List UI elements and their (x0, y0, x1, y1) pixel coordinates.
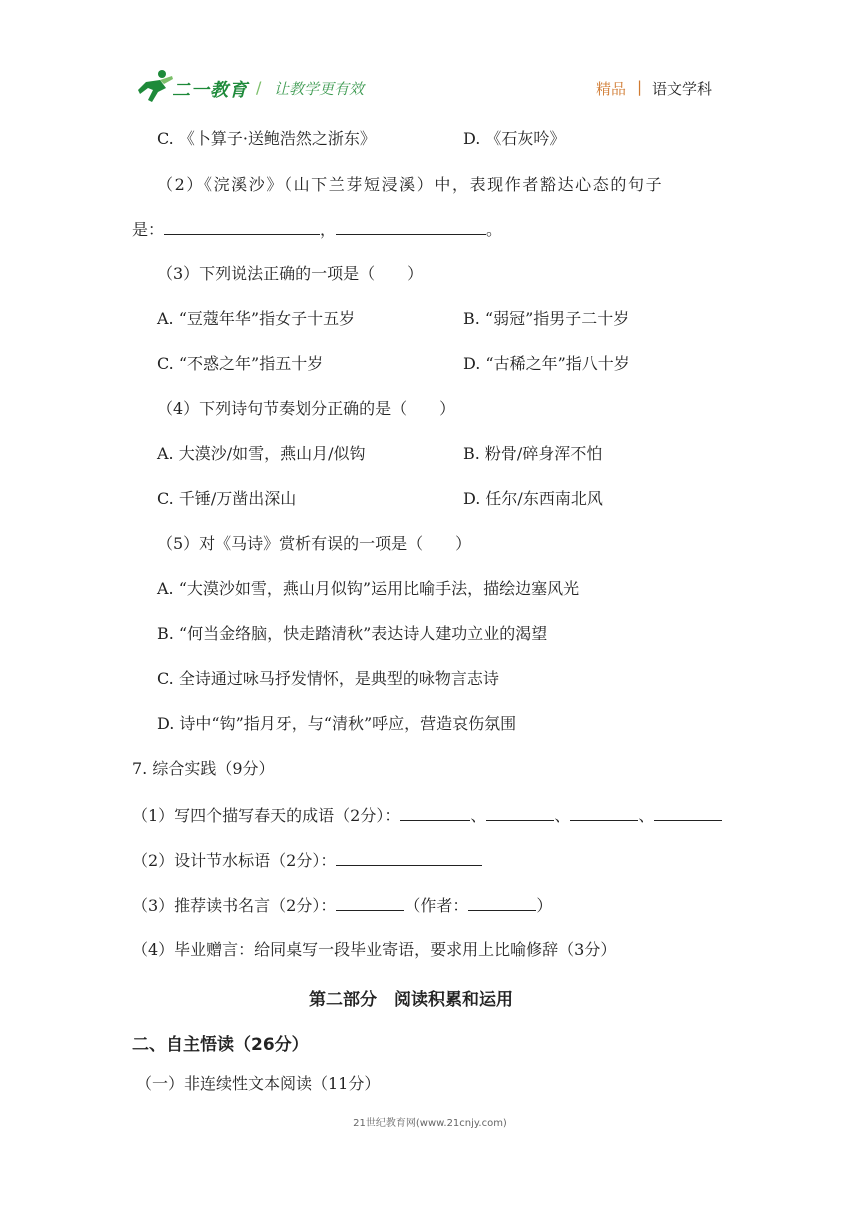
page-header (0, 0, 860, 110)
q6-2-answer-line (132, 218, 502, 241)
q6-2-end: 。 (486, 220, 503, 239)
q7-4-stem: （4）毕业赠言：给同桌写一段毕业寄语，要求用上比喻修辞（3分） (132, 940, 617, 959)
part2-title: 第二部分 阅读积累和运用 (309, 990, 513, 1010)
subject-tag: 语文学科 (652, 80, 713, 98)
q7-title: 7. 综合实践（9分） (132, 759, 275, 778)
q6-3-option-c: C. “不惑之年”指五十岁 (157, 354, 324, 373)
q7-1-sep-3: 、 (638, 806, 655, 825)
q6-4-option-b: B. 粉骨/碎身浑不怕 (463, 444, 603, 463)
q7-2-line (132, 849, 482, 872)
subsection-heading: （一）非连续性文本阅读（11分） (136, 1074, 381, 1093)
q6-5-option-b: B. “何当金络脑，快走踏清秋”表达诗人建功立业的渴望 (157, 624, 548, 643)
q6-5-option-d: D. 诗中“钩”指月牙，与“清秋”呼应，营造哀伤氛围 (157, 714, 517, 733)
q6-1-option-d: D. 《石灰吟》 (463, 129, 566, 148)
q6-3-option-a: A. “豆蔻年华”指女子十五岁 (157, 309, 356, 328)
q7-1-stem: （1）写四个描写春天的成语（2分）： (132, 806, 401, 825)
q6-2-blank-2[interactable] (336, 218, 486, 235)
header-slogan: 让教学更有效 (274, 80, 365, 98)
q7-3-author-close: ） (536, 896, 553, 915)
q7-1-blank-4[interactable] (654, 804, 722, 821)
header-separator: | (637, 78, 643, 96)
q7-3-line (132, 894, 552, 917)
q6-4-stem: （4）下列诗句节奏划分正确的是（ ） (157, 399, 456, 418)
q6-5-option-c: C. 全诗通过咏马抒发情怀，是典型的咏物言志诗 (157, 669, 499, 688)
q7-1-line (132, 804, 722, 827)
premium-tag: 精品 (596, 80, 627, 98)
q7-3-blank-quote[interactable] (336, 894, 404, 911)
q6-2-comma: ， (320, 220, 337, 239)
q6-4-option-a: A. 大漠沙/如雪，燕山月/似钩 (157, 444, 366, 463)
q6-2-stem: （2）《浣溪沙》（山下兰芽短浸溪）中，表现作者豁达心态的句子 (157, 175, 664, 194)
q6-5-option-a: A. “大漠沙如雪，燕山月似钩”运用比喻手法，描绘边塞风光 (157, 579, 580, 598)
q7-3-stem: （3）推荐读书名言（2分）： (132, 896, 337, 915)
q7-1-sep-2: 、 (554, 806, 571, 825)
q6-3-option-b: B. “弱冠”指男子二十岁 (463, 309, 630, 328)
logo-text: 二一教育 (172, 80, 248, 101)
q6-2-prefix: 是： (132, 220, 165, 239)
q7-3-blank-author[interactable] (468, 894, 536, 911)
q7-1-blank-2[interactable] (486, 804, 554, 821)
q6-1-option-c: C. 《卜算子·送鲍浩然之浙东》 (157, 129, 376, 148)
q6-5-stem: （5）对《马诗》赏析有误的一项是（ ） (157, 534, 472, 553)
q6-4-option-d: D. 任尔/东西南北风 (463, 489, 603, 508)
q7-1-blank-1[interactable] (400, 804, 470, 821)
q7-1-sep-1: 、 (470, 806, 487, 825)
q6-4-option-c: C. 千锤/万凿出深山 (157, 489, 297, 508)
q6-2-blank-1[interactable] (164, 218, 320, 235)
q7-1-blank-3[interactable] (570, 804, 638, 821)
q7-2-blank[interactable] (336, 849, 482, 866)
section-2-heading: 二、自主悟读（26分） (132, 1035, 309, 1055)
q6-3-option-d: D. “古稀之年”指八十岁 (463, 354, 630, 373)
q7-3-author-open: （作者： (404, 896, 469, 915)
q7-2-stem: （2）设计节水标语（2分）： (132, 851, 337, 870)
q6-3-stem: （3）下列说法正确的一项是（ ） (157, 264, 424, 283)
page-footer: 21世纪教育网(www.21cnjy.com) (353, 1118, 507, 1129)
header-slash: / (256, 78, 262, 97)
